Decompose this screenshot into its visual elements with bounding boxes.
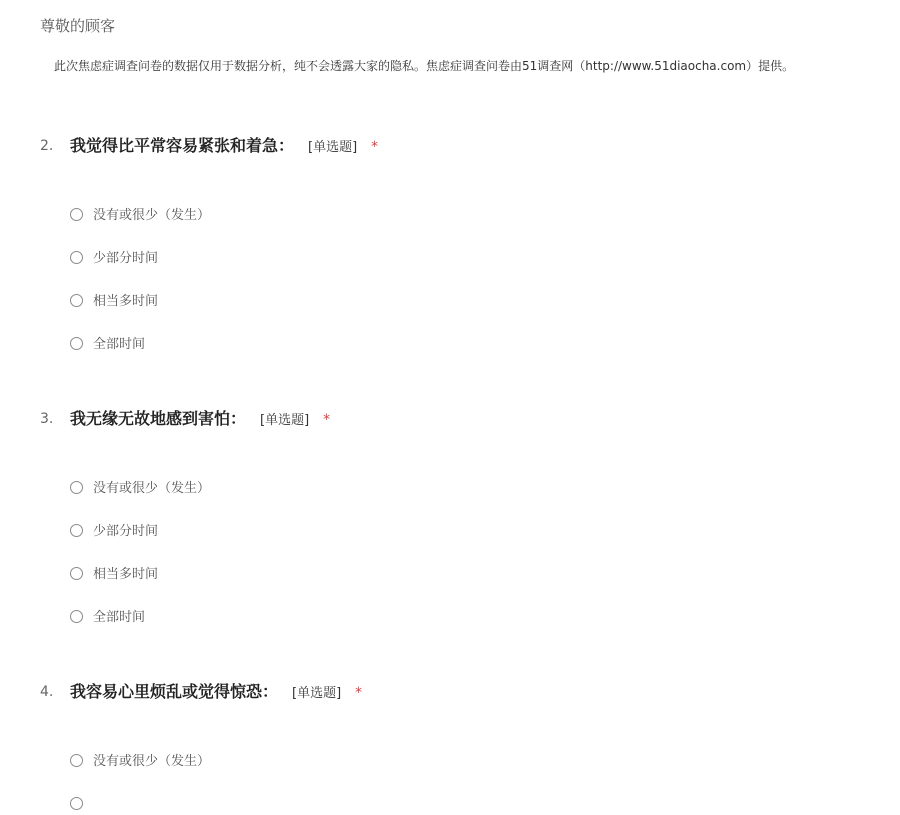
question-number: 3. [40, 411, 54, 427]
question-title-row [70, 680, 362, 706]
option-radio[interactable] [70, 608, 470, 628]
question-title: 我容易心里烦乱或觉得惊恐： [70, 682, 279, 701]
question-title-row [70, 407, 330, 433]
option-radio[interactable] [70, 795, 470, 815]
option-label: 全部时间 [93, 610, 146, 625]
option-label: 没有或很少（发生） [93, 208, 211, 223]
radio-circle-icon[interactable] [70, 754, 83, 767]
radio-circle-icon[interactable] [70, 797, 83, 810]
option-label: 少部分时间 [93, 524, 159, 539]
option-label: 相当多时间 [93, 294, 159, 309]
question-header [0, 134, 900, 158]
option-radio[interactable] [70, 565, 470, 585]
radio-circle-icon[interactable] [70, 294, 83, 307]
option-radio[interactable] [70, 522, 470, 542]
option-label: 没有或很少（发生） [93, 481, 211, 496]
radio-circle-icon[interactable] [70, 208, 83, 221]
survey-intro: 此次焦虑症调查问卷的数据仅用于数据分析，纯不会透露大家的隐私。焦虑症调查问卷由51调查网（http://www.51diaocha.com）提供。 [54, 59, 795, 73]
option-radio[interactable] [70, 752, 470, 772]
radio-circle-icon[interactable] [70, 524, 83, 537]
radio-circle-icon[interactable] [70, 481, 83, 494]
option-label: 全部时间 [93, 337, 146, 352]
radio-circle-icon[interactable] [70, 610, 83, 623]
question-number: 4. [40, 684, 54, 700]
option-radio[interactable] [70, 292, 470, 312]
question-title: 我无缘无故地感到害怕： [70, 409, 247, 428]
question-title: 我觉得比平常容易紧张和着急： [70, 136, 295, 155]
question-header [0, 407, 900, 431]
radio-circle-icon[interactable] [70, 337, 83, 350]
option-label: 没有或很少（发生） [93, 754, 211, 769]
question-type: [单选题] [292, 686, 342, 701]
option-label: 相当多时间 [93, 567, 159, 582]
option-radio[interactable] [70, 335, 470, 355]
question-type: [单选题] [260, 413, 310, 428]
required-mark: * [371, 139, 379, 155]
radio-circle-icon[interactable] [70, 251, 83, 264]
question-number: 2. [40, 138, 54, 154]
option-radio[interactable] [70, 206, 470, 226]
question-title-row [70, 134, 378, 160]
radio-circle-icon[interactable] [70, 567, 83, 580]
question-type: [单选题] [308, 140, 358, 155]
required-mark: * [323, 412, 331, 428]
required-mark: * [355, 685, 363, 701]
greeting: 尊敬的顾客 [40, 17, 116, 35]
option-radio[interactable] [70, 249, 470, 269]
option-radio[interactable] [70, 479, 470, 499]
question-header [0, 680, 900, 704]
option-label: 少部分时间 [93, 251, 159, 266]
